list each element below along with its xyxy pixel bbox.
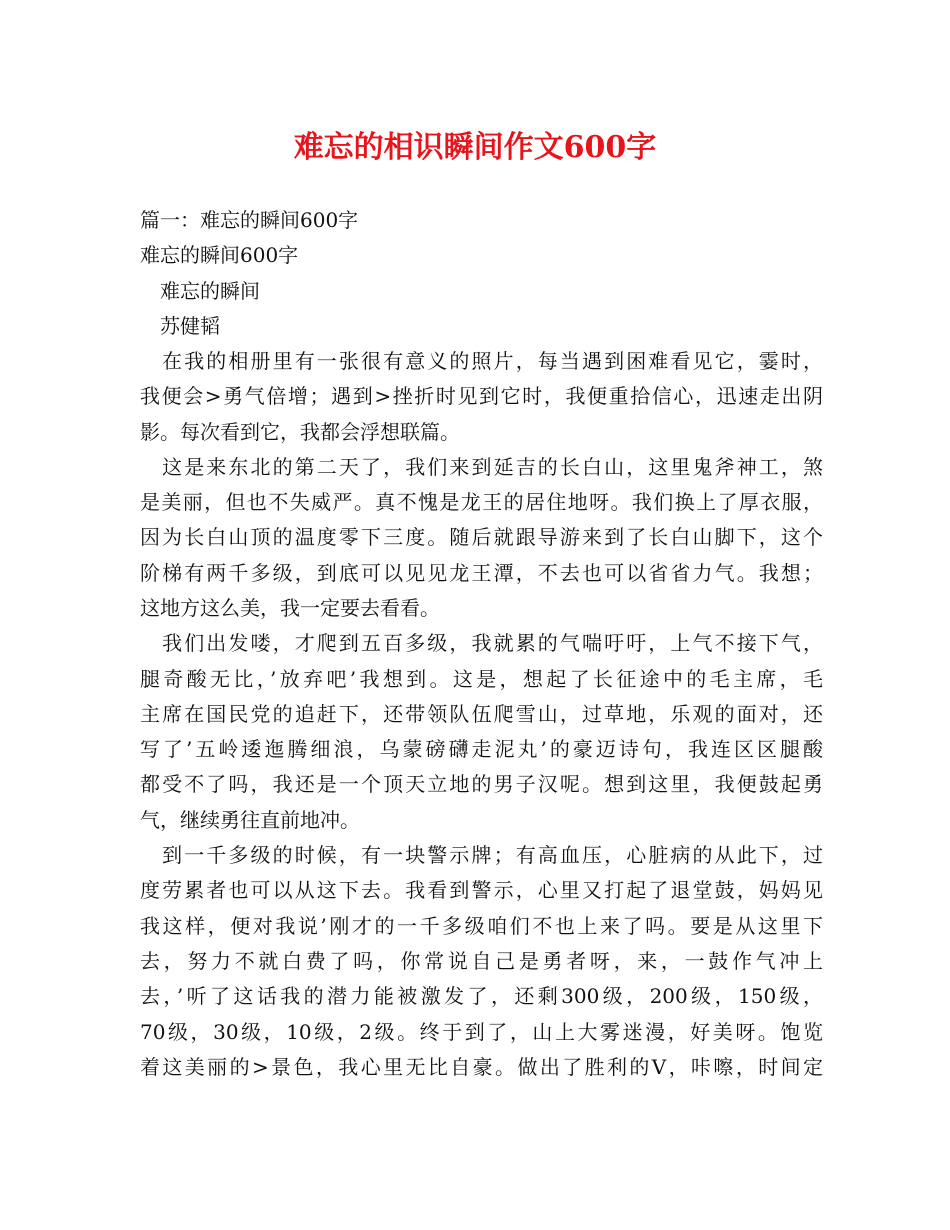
paragraph-line: 这是来东北的第二天了，我们来到延吉的长白山，这里鬼斧神工，煞 (140, 455, 823, 479)
paragraph-line: 度劳累者也可以从这下去。我看到警示，心里又打起了退堂鼓，妈妈见 (140, 878, 823, 902)
document-title: 难忘的相识瞬间作文600字 (293, 130, 657, 165)
paragraph-line: 气，继续勇往直前地冲。 (140, 808, 360, 832)
paragraph-line: 去，’听了这话我的潜力能被激发了，还剩300级，200级，150级， (140, 984, 823, 1008)
paragraph-line: 到一千多级的时候，有一块警示牌；有高血压，心脏病的从此下，过 (140, 843, 823, 867)
paragraph-line: 写了’五岭逶迤腾细浪，乌蒙磅礴走泥丸’的豪迈诗句，我连区区腿酸 (140, 737, 823, 761)
paragraph-line: 我这样，便对我说’刚才的一千多级咱们不也上来了吗。要是从这里下 (140, 914, 823, 938)
paragraph-line: 去，努力不就白费了吗，你常说自己是勇者呀，来，一鼓作气冲上 (140, 949, 823, 973)
paragraph-line: 我们出发喽，才爬到五百多级，我就累的气喘吁吁，上气不接下气， (140, 631, 823, 655)
paragraph-line: 在我的相册里有一张很有意义的照片，每当遇到困难看见它，霎时， (140, 349, 823, 373)
section-heading: 篇一：难忘的瞬间600字 (140, 208, 359, 232)
paragraph-line: 因为长白山顶的温度零下三度。随后就跟导游来到了长白山脚下，这个 (140, 525, 823, 549)
paragraph-line: 我便会>勇气倍增；遇到>挫折时见到它时，我便重拾信心，迅速走出阴 (140, 384, 823, 408)
paragraph-line: 影。每次看到它，我都会浮想联篇。 (140, 420, 460, 444)
paragraph-line: 主席在国民党的追赶下，还带领队伍爬雪山，过草地，乐观的面对，还 (140, 702, 823, 726)
paragraph-line: 都受不了吗，我还是一个顶天立地的男子汉呢。想到这里，我便鼓起勇 (140, 772, 823, 796)
paragraph-line: 腿奇酸无比，’放弃吧’我想到。这是，想起了长征途中的毛主席，毛 (140, 667, 823, 691)
essay-title: 难忘的瞬间600字 (140, 243, 299, 267)
paragraph-line: 阶梯有两千多级，到底可以见见龙王潭，不去也可以省省力气。我想； (140, 561, 823, 585)
paragraph-line: 这地方这么美，我一定要去看看。 (140, 596, 440, 620)
essay-subtitle: 难忘的瞬间 (140, 279, 260, 303)
paragraph-line: 70级，30级，10级，2级。终于到了，山上大雾迷漫，好美呀。饱览 (140, 1020, 823, 1044)
paragraph-line: 着这美丽的>景色，我心里无比自豪。做出了胜利的V，咔嚓，时间定 (140, 1055, 823, 1079)
author-name: 苏健韬 (140, 314, 220, 338)
paragraph-line: 是美丽，但也不失威严。真不愧是龙王的居住地呀。我们换上了厚衣服， (140, 490, 823, 514)
